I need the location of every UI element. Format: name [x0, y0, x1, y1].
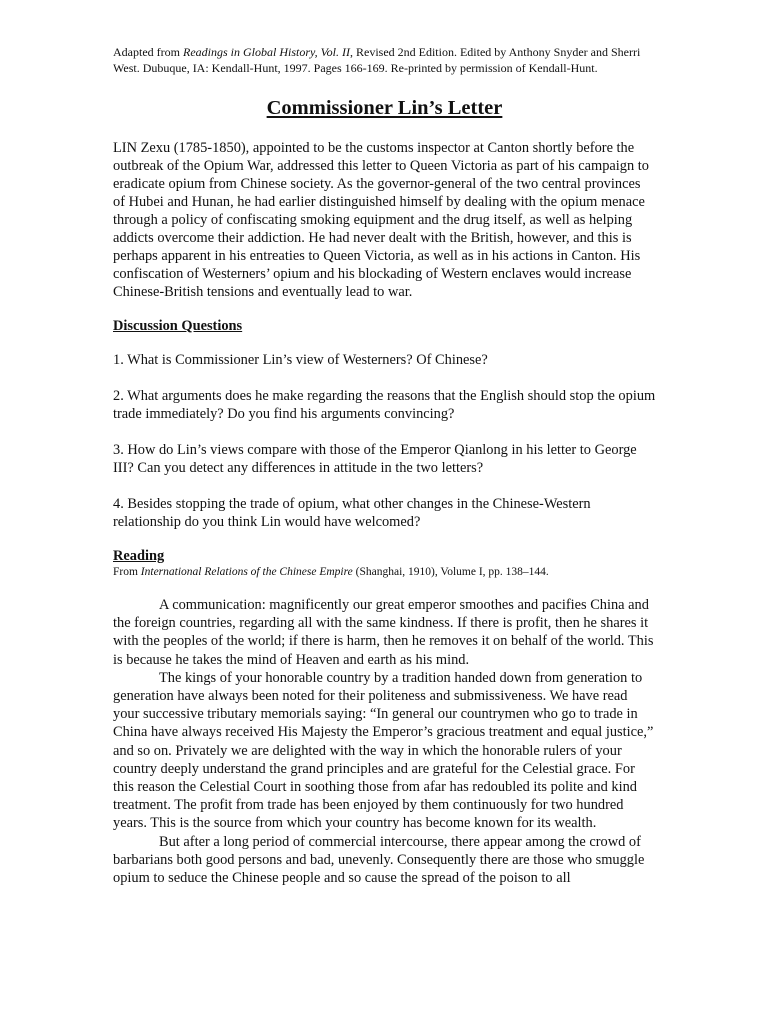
- discussion-heading: Discussion Questions: [113, 318, 243, 334]
- reading-source: [113, 565, 656, 580]
- reading-source-prefix: From: [113, 566, 141, 578]
- source-suffix: , Revised 2nd Edition. Edited by Anthony Snyder and Sherri West. Dubuque, IA: Kendall-Hunt, 1997. Pages 166-169. Re-printed by permission of Kendall-Hunt.: [113, 45, 641, 75]
- discussion-question-2: 2. What arguments does he make regarding the reasons that the English should stop the opium trade immediately? Do you find his arguments convincing?: [113, 388, 656, 422]
- reading-heading: Reading: [113, 548, 165, 564]
- source-note: [113, 44, 656, 76]
- discussion-question-3: 3. How do Lin’s views compare with those of the Emperor Qianlong in his letter to George III? Can you detect any differences in attitude in the two letters?: [113, 442, 637, 476]
- discussion-question-1: 1. What is Commissioner Lin’s view of Westerners? Of Chinese?: [113, 352, 488, 368]
- reading-paragraph-1: A communication: magnificently our great emperor smoothes and pacifies China and the foreign countries, regarding all with the same kindness. If there is profit, then he shares it with the peoples of the world; if there is harm, then he removes it on behalf of the world. This is because he takes the mind of Heaven and earth as his mind.: [113, 597, 654, 668]
- reading-source-title: International Relations of the Chinese Empire: [140, 566, 353, 578]
- discussion-questions: [113, 351, 656, 531]
- page-title: Commissioner Lin’s Letter: [266, 97, 503, 119]
- reading-text: [113, 596, 656, 887]
- source-book-title: Readings in Global History, Vol. II: [182, 45, 350, 59]
- reading-source-suffix: (Shanghai, 1910), Volume I, pp. 138–144.: [352, 566, 549, 578]
- reading-paragraph-2: The kings of your honorable country by a tradition handed down from generation to generation have always been noted for their politeness and submissiveness. We have read your successive tributary memorials saying: “In general our countrymen who go to trade in China have always received His Majesty the Emperor’s gracious treatment and equal justice,” and so on. Privately we are delighted with the way in which the honorable rulers of your country deeply understand the grand principles and are grateful for the Celestial grace. For this reason the Celestial Court in soothing those from afar has redoubled its polite and kind treatment. The profit from trade has been enjoyed by them continuously for two hundred years. This is the source from which your country has become known for its wealth.: [113, 669, 654, 832]
- reading-paragraph-3: But after a long period of commercial intercourse, there appear among the crowd of barbarians both good persons and bad, unevenly. Consequently there are those who smuggle opium to seduce the Chinese people and so cause the spread of the poison to all: [113, 833, 645, 887]
- source-prefix: Adapted from: [113, 45, 183, 59]
- intro-paragraph: LIN Zexu (1785-1850), appointed to be the customs inspector at Canton shortly before the outbreak of the Opium War, addressed this letter to Queen Victoria as part of his campaign to eradicate opium from Chinese society. As the governor-general of the two central provinces of Hubei and Hunan, he had earlier distinguished himself by dealing with the opium menace through a policy of confiscating smoking equipment and the drug itself, as well as helping addicts overcome their addiction. He had never dealt with the British, however, and this is perhaps apparent in his entreaties to Queen Victoria, as well as in his actions in Canton. His confiscation of Westerners’ opium and his blockading of Western enclaves would increase Chinese-British tensions and eventually lead to war.: [113, 140, 649, 300]
- discussion-question-4: 4. Besides stopping the trade of opium, what other changes in the Chinese-Western relationship do you think Lin would have welcomed?: [113, 496, 591, 530]
